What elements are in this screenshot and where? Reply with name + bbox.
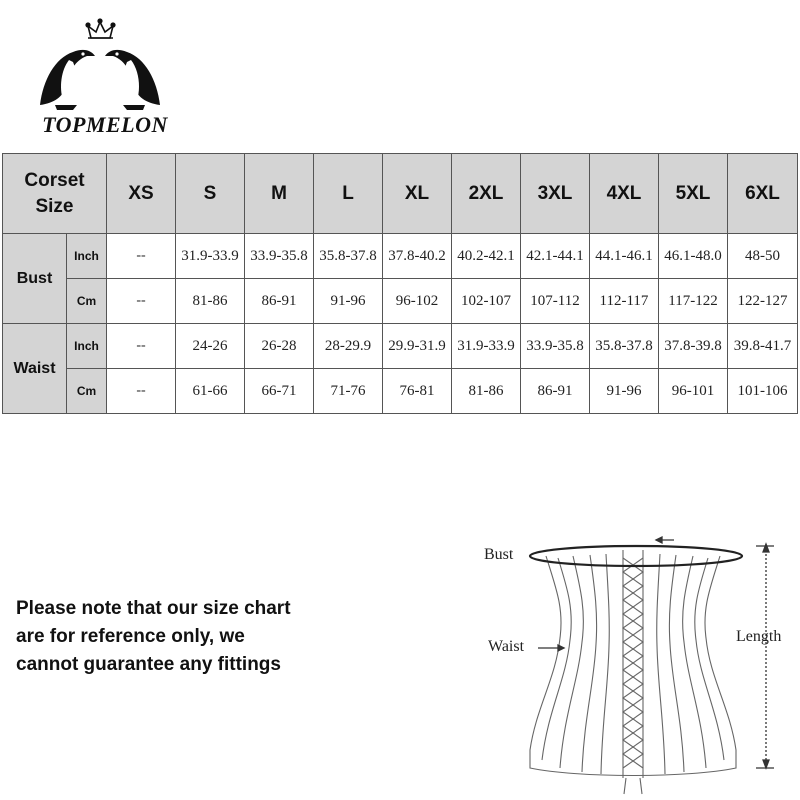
unit-label: Cm [67, 279, 107, 324]
table-row [3, 234, 798, 279]
size-header: L [314, 154, 383, 234]
table-cell: 76-81 [383, 369, 452, 414]
table-cell: 102-107 [452, 279, 521, 324]
table-cell: 91-96 [590, 369, 659, 414]
table-cell: -- [107, 279, 176, 324]
table-cell: 37.8-40.2 [383, 234, 452, 279]
table-cell: -- [107, 234, 176, 279]
table-cell: 107-112 [521, 279, 590, 324]
table-cell: 71-76 [314, 369, 383, 414]
corner-line2: Size [35, 195, 74, 217]
table-cell: 48-50 [728, 234, 798, 279]
table-cell: 112-117 [590, 279, 659, 324]
table-cell: 81-86 [176, 279, 245, 324]
unit-label: Inch [67, 324, 107, 369]
table-cell: 24-26 [176, 324, 245, 369]
table-cell: 44.1-46.1 [590, 234, 659, 279]
corset-illustration-icon [478, 528, 796, 796]
size-header: M [245, 154, 314, 234]
table-cell: 101-106 [728, 369, 798, 414]
table-cell: 29.9-31.9 [383, 324, 452, 369]
table-cell: 81-86 [452, 369, 521, 414]
table-cell: 28-29.9 [314, 324, 383, 369]
size-header: S [176, 154, 245, 234]
unit-label: Cm [67, 369, 107, 414]
group-label-waist: Waist [3, 324, 67, 414]
table-cell: 46.1-48.0 [659, 234, 728, 279]
size-header: 3XL [521, 154, 590, 234]
table-cell: 37.8-39.8 [659, 324, 728, 369]
size-header: 4XL [590, 154, 659, 234]
table-cell: 39.8-41.7 [728, 324, 798, 369]
table-cell: -- [107, 324, 176, 369]
table-cell: 35.8-37.8 [590, 324, 659, 369]
table-cell: 91-96 [314, 279, 383, 324]
table-row [3, 369, 798, 414]
note-line: are for reference only, we [16, 626, 245, 647]
table-row [3, 279, 798, 324]
table-cell: 33.9-35.8 [245, 234, 314, 279]
corset-figure [478, 528, 796, 796]
table-cell: 86-91 [521, 369, 590, 414]
table-cell: -- [107, 369, 176, 414]
unit-label: Inch [67, 234, 107, 279]
penguins-crown-icon [25, 10, 195, 115]
table-cell: 122-127 [728, 279, 798, 324]
note-line: Please note that our size chart [16, 598, 291, 619]
size-header: 2XL [452, 154, 521, 234]
table-cell: 96-102 [383, 279, 452, 324]
size-chart-table [2, 153, 798, 414]
length-label: Length [736, 628, 782, 645]
table-cell: 117-122 [659, 279, 728, 324]
corner-header [3, 154, 107, 234]
group-label-bust: Bust [3, 234, 67, 324]
table-cell: 26-28 [245, 324, 314, 369]
size-header: XS [107, 154, 176, 234]
brand-name: TOPMELON [42, 112, 168, 137]
table-cell: 96-101 [659, 369, 728, 414]
size-header: 6XL [728, 154, 798, 234]
table-cell: 40.2-42.1 [452, 234, 521, 279]
table-cell: 61-66 [176, 369, 245, 414]
waist-label: Waist [488, 638, 525, 655]
size-header: XL [383, 154, 452, 234]
table-cell: 31.9-33.9 [452, 324, 521, 369]
size-header: 5XL [659, 154, 728, 234]
table-row [3, 324, 798, 369]
table-cell: 35.8-37.8 [314, 234, 383, 279]
corner-line1: Corset [24, 169, 85, 191]
bust-label: Bust [484, 546, 514, 563]
disclaimer-note [16, 595, 356, 679]
table-cell: 33.9-35.8 [521, 324, 590, 369]
table-cell: 42.1-44.1 [521, 234, 590, 279]
note-line: cannot guarantee any fittings [16, 654, 281, 675]
table-cell: 66-71 [245, 369, 314, 414]
table-cell: 86-91 [245, 279, 314, 324]
header-row [3, 154, 798, 234]
table-cell: 31.9-33.9 [176, 234, 245, 279]
